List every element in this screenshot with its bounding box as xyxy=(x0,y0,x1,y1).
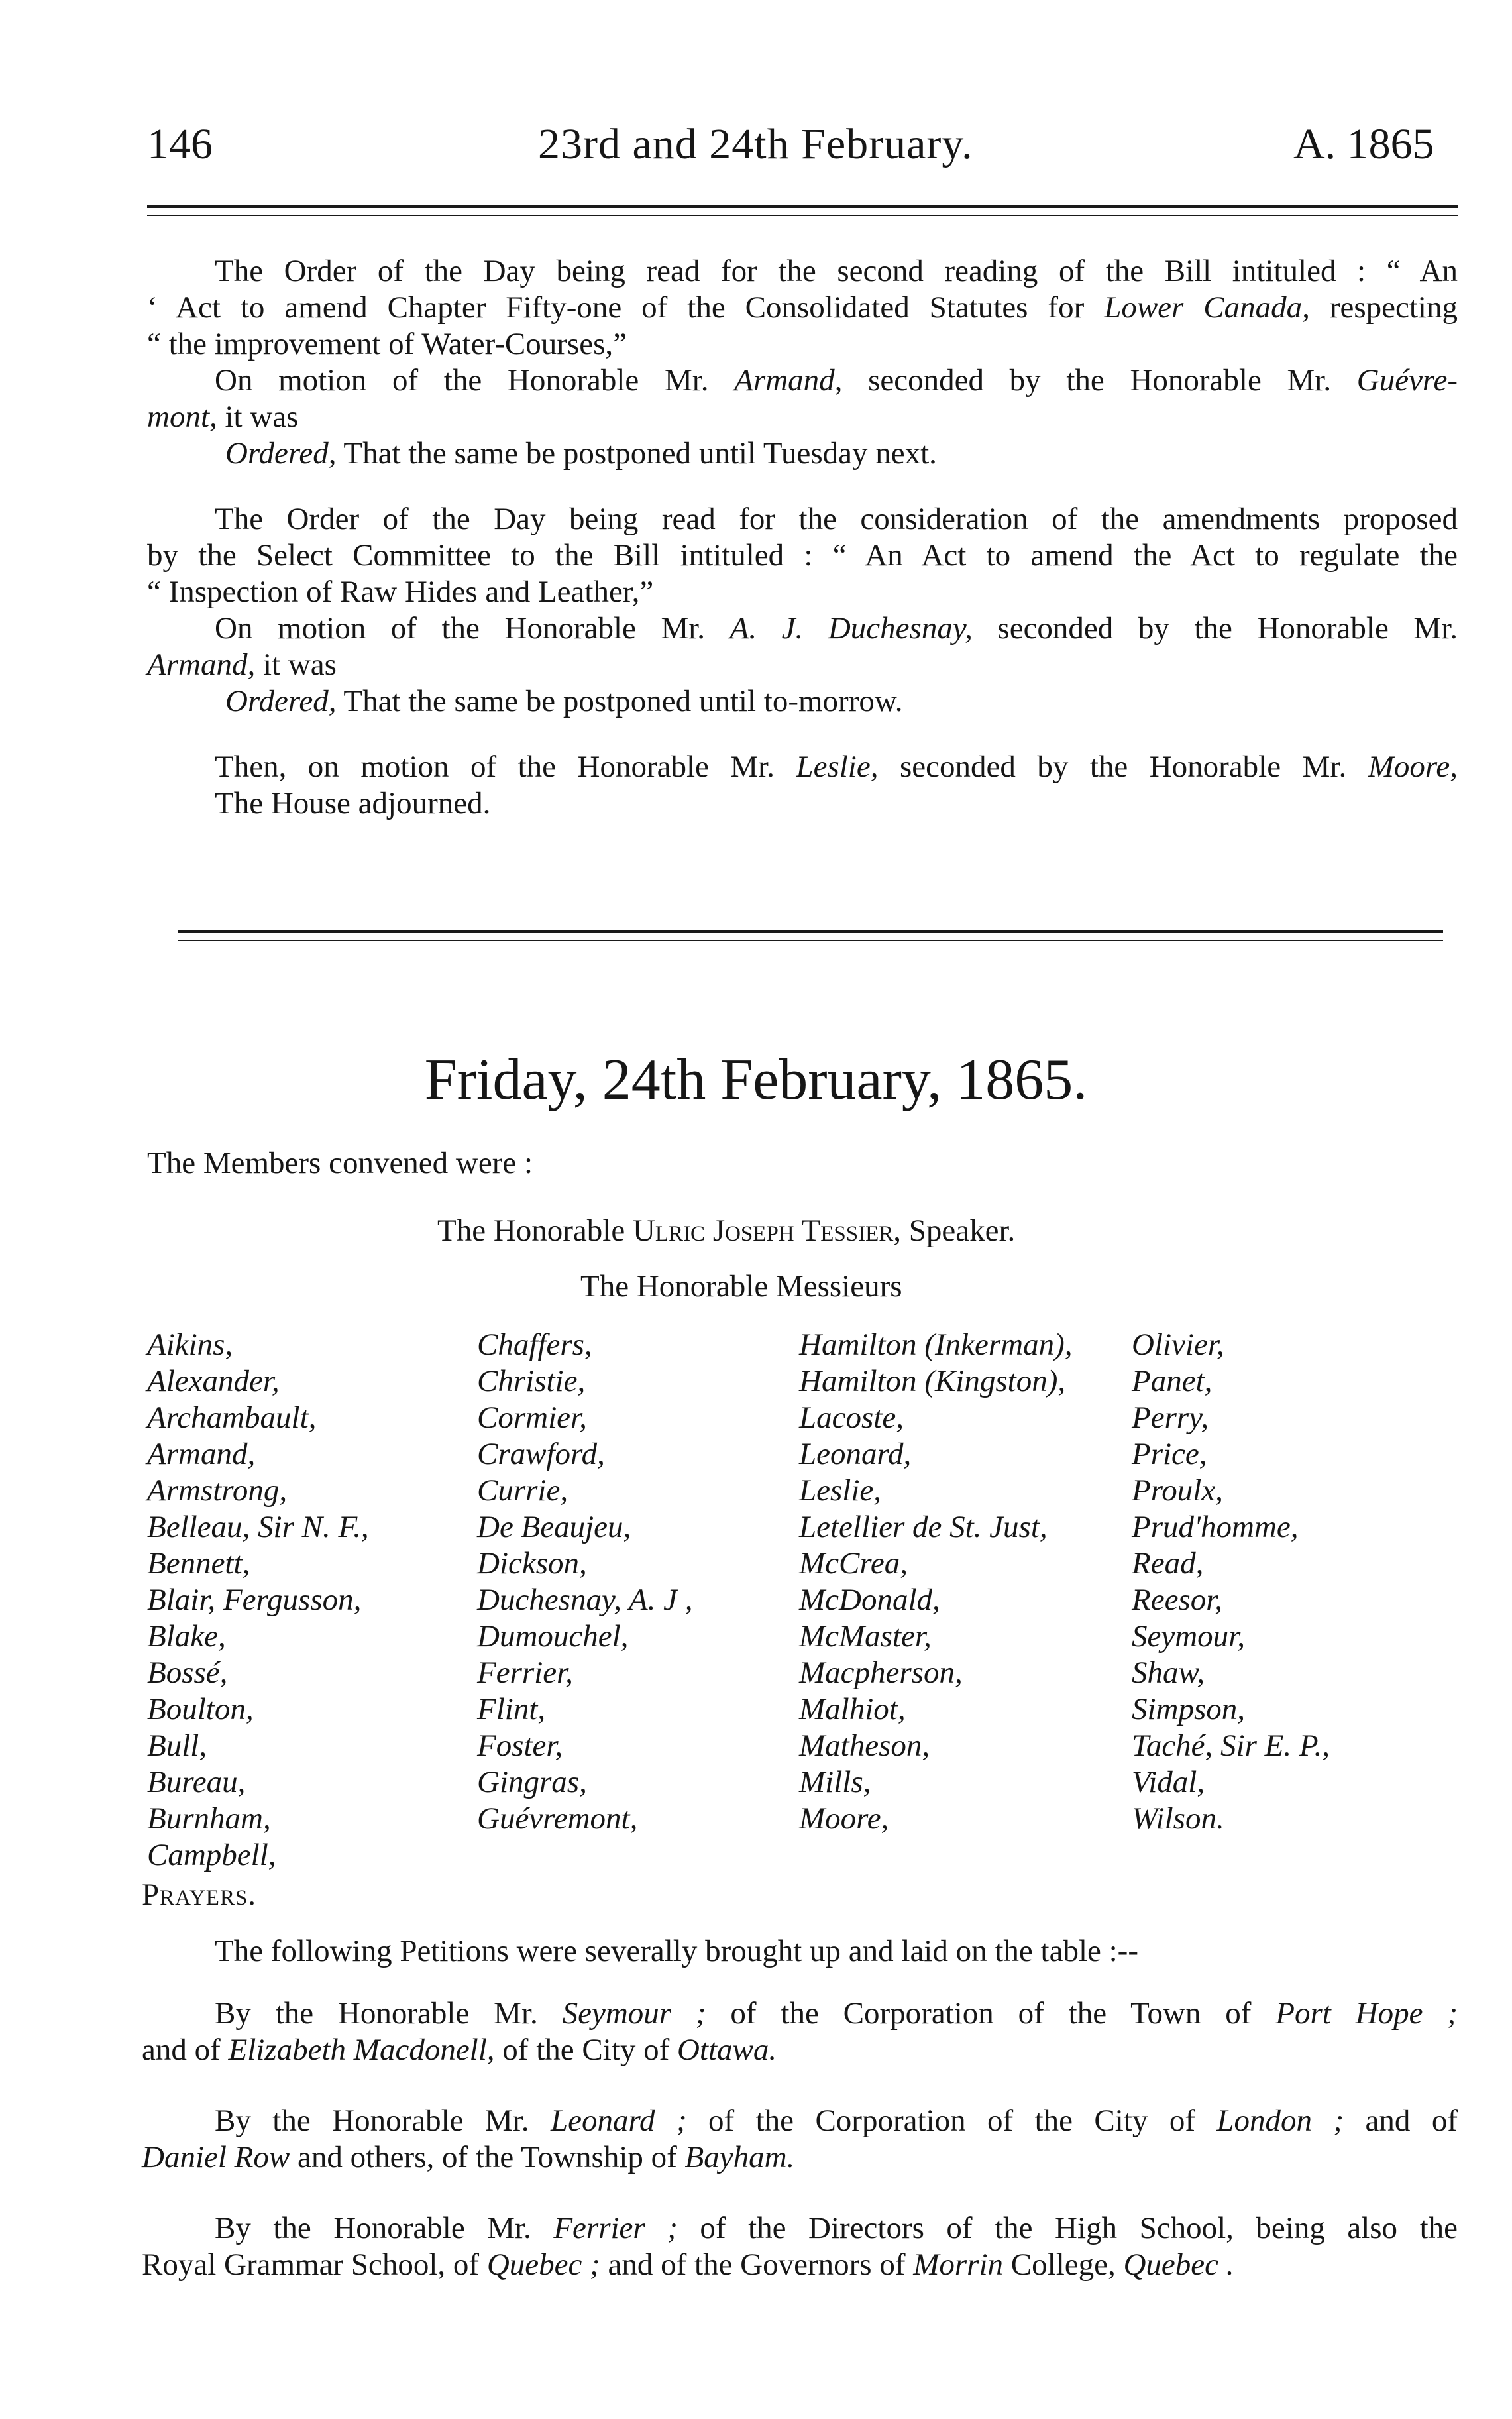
para1-line4: On motion of the Honorable Mr. Armand, seconded by the Honorable Mr. Guévre- xyxy=(215,363,1458,398)
page-number: 146 xyxy=(147,120,213,168)
header-year: A. 1865 xyxy=(1293,120,1434,168)
members-column-3 xyxy=(799,1327,1072,1837)
member-name: Simpson, xyxy=(1132,1692,1246,1726)
petitions-intro: The following Petitions were severally brought up and laid on the table :-- xyxy=(215,1934,1138,1968)
member-name: Proulx, xyxy=(1132,1473,1223,1508)
member-name: Bossé, xyxy=(147,1656,228,1690)
para2-line4: On motion of the Honorable Mr. A. J. Duchesnay, seconded by the Honorable Mr. xyxy=(215,611,1458,646)
member-name: Wilson. xyxy=(1132,1801,1224,1836)
para2-line6: Ordered, That the same be postponed until to-morrow. xyxy=(225,684,903,718)
member-name: Panet, xyxy=(1132,1364,1213,1398)
para1-line3: “ the improvement of Water-Courses,” xyxy=(147,327,627,361)
member-name: De Beaujeu, xyxy=(477,1510,631,1544)
member-name: Blake, xyxy=(147,1619,226,1654)
para2-line5: Armand, it was xyxy=(147,647,337,682)
member-name: Letellier de St. Just, xyxy=(799,1510,1048,1544)
member-name: Cormier, xyxy=(477,1400,587,1435)
member-name: Reesor, xyxy=(1132,1583,1223,1617)
members-column-2 xyxy=(477,1327,692,1837)
para3-line2: The House adjourned. xyxy=(215,786,491,820)
para1-line5: mont, it was xyxy=(147,400,299,434)
member-name: Armstrong, xyxy=(147,1473,288,1508)
petition2-line2: Daniel Row and others, of the Township of Bayham. xyxy=(142,2140,795,2174)
member-name: Mills, xyxy=(799,1765,871,1799)
petition1-line1: By the Honorable Mr. Seymour ; of the Corporation of the Town of Port Hope ; xyxy=(215,1996,1458,2031)
member-name: Macpherson, xyxy=(799,1656,963,1690)
petition1-line2: and of Elizabeth Macdonell, of the City of Ottawa. xyxy=(142,2033,777,2067)
member-name: Hamilton (Inkerman), xyxy=(799,1327,1073,1362)
member-name: Duchesnay, A. J , xyxy=(477,1583,693,1617)
member-name: Christie, xyxy=(477,1364,586,1398)
member-name: Blair, Fergusson, xyxy=(147,1583,362,1617)
member-name: Burnham, xyxy=(147,1801,271,1836)
para1-line6: Ordered, That the same be postponed until Tuesday next. xyxy=(225,436,937,471)
header-rule-top xyxy=(147,205,1458,208)
para2-line2: by the Select Committee to the Bill intituled : “ An Act to amend the Act to regulate the xyxy=(147,538,1458,573)
day-title: Friday, 24th February, 1865. xyxy=(424,1048,1088,1112)
member-name: Olivier, xyxy=(1132,1327,1224,1362)
member-name: Campbell, xyxy=(147,1838,276,1872)
petition3-line1: By the Honorable Mr. Ferrier ; of the Directors of the High School, being also the xyxy=(215,2211,1458,2245)
member-name: Bureau, xyxy=(147,1765,246,1799)
section-rule-top xyxy=(178,930,1443,933)
member-name: Hamilton (Kingston), xyxy=(799,1364,1066,1398)
member-name: Dickson, xyxy=(477,1546,587,1581)
member-name: Prud'homme, xyxy=(1132,1510,1299,1544)
members-column-1 xyxy=(147,1327,369,1874)
member-name: Alexander, xyxy=(147,1364,280,1398)
member-name: Read, xyxy=(1132,1546,1204,1581)
section-rule-bottom xyxy=(178,940,1443,941)
member-name: Foster, xyxy=(477,1728,563,1763)
members-convened-line: The Members convened were : xyxy=(147,1146,533,1180)
speaker-line: The Honorable Ulric Joseph Tessier, Speaker. xyxy=(437,1213,1016,1248)
member-name: Armand, xyxy=(147,1437,256,1471)
petition2-line1: By the Honorable Mr. Leonard ; of the Corporation of the City of London ; and of xyxy=(215,2104,1458,2138)
header-rule-bottom xyxy=(147,215,1458,216)
member-name: Bull, xyxy=(147,1728,207,1763)
member-name: Matheson, xyxy=(799,1728,930,1763)
para1-line2: ‘ Act to amend Chapter Fifty-one of the Consolidated Statutes for Lower Canada, respecting xyxy=(147,290,1458,325)
member-name: Ferrier, xyxy=(477,1656,573,1690)
member-name: McDonald, xyxy=(799,1583,940,1617)
member-name: Leslie, xyxy=(799,1473,882,1508)
para3-line1: Then, on motion of the Honorable Mr. Leslie, seconded by the Honorable Mr. Moore, xyxy=(215,750,1458,784)
member-name: Leonard, xyxy=(799,1437,912,1471)
member-name: Dumouchel, xyxy=(477,1619,629,1654)
para2-line1: The Order of the Day being read for the consideration of the amendments proposed xyxy=(215,502,1458,536)
running-title: 23rd and 24th February. xyxy=(538,120,973,168)
member-name: Lacoste, xyxy=(799,1400,904,1435)
member-name: Belleau, Sir N. F., xyxy=(147,1510,369,1544)
member-name: Taché, Sir E. P., xyxy=(1132,1728,1330,1763)
member-name: Chaffers, xyxy=(477,1327,592,1362)
members-column-4 xyxy=(1132,1327,1330,1837)
member-name: Guévremont, xyxy=(477,1801,638,1836)
member-name: Perry, xyxy=(1132,1400,1209,1435)
member-name: Aikins, xyxy=(147,1327,233,1362)
member-name: Bennett, xyxy=(147,1546,250,1581)
member-name: McMaster, xyxy=(799,1619,932,1654)
member-name: Seymour, xyxy=(1132,1619,1245,1654)
member-name: McCrea, xyxy=(799,1546,908,1581)
member-name: Malhiot, xyxy=(799,1692,906,1726)
member-name: Crawford, xyxy=(477,1437,605,1471)
petition3-line2: Royal Grammar School, of Quebec ; and of the Governors of Morrin College, Quebec . xyxy=(142,2247,1234,2282)
messieurs-heading: The Honorable Messieurs xyxy=(580,1269,902,1304)
para2-line3: “ Inspection of Raw Hides and Leather,” xyxy=(147,575,654,609)
member-name: Archambault, xyxy=(147,1400,317,1435)
para1-line1: The Order of the Day being read for the second reading of the Bill intituled : “ An xyxy=(215,254,1458,288)
member-name: Gingras, xyxy=(477,1765,587,1799)
member-name: Flint, xyxy=(477,1692,546,1726)
member-name: Shaw, xyxy=(1132,1656,1205,1690)
member-name: Boulton, xyxy=(147,1692,254,1726)
prayers-heading: Prayers. xyxy=(142,1878,257,1912)
member-name: Price, xyxy=(1132,1437,1207,1471)
member-name: Currie, xyxy=(477,1473,568,1508)
member-name: Moore, xyxy=(799,1801,889,1836)
member-name: Vidal, xyxy=(1132,1765,1205,1799)
